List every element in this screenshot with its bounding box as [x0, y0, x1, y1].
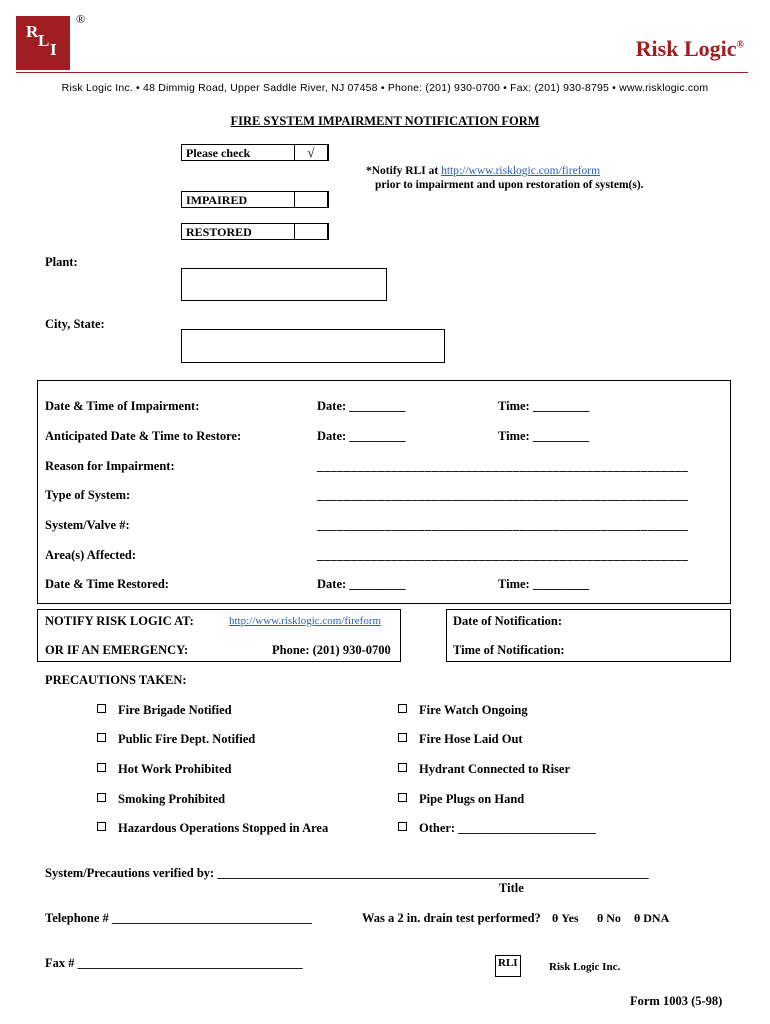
- logo-letter-r: R: [26, 22, 39, 41]
- precaution-hazardous-ops[interactable]: Hazardous Operations Stopped in Area: [97, 821, 328, 836]
- emergency-label: OR IF AN EMERGENCY:: [45, 643, 189, 657]
- form-number: Form 1003 (5-98): [630, 994, 723, 1008]
- impairment-label: Date & Time of Impairment:: [45, 399, 200, 413]
- checkbox-icon: [97, 793, 106, 802]
- impaired-row: [181, 191, 329, 208]
- title-label: Title: [499, 881, 524, 895]
- checkbox-icon: [398, 763, 407, 772]
- notify-label: NOTIFY RISK LOGIC AT:: [45, 614, 194, 628]
- notify-note: *Notify RLI at http://www.risklogic.com/fireform prior to impairment and upon restoration of system(s).: [366, 165, 644, 191]
- form-title: FIRE SYSTEM IMPAIRMENT NOTIFICATION FORM: [230, 114, 540, 128]
- restored-date-field[interactable]: Date: _________: [317, 577, 406, 591]
- rli-logo: [16, 16, 70, 70]
- reason-label: Reason for Impairment:: [45, 459, 175, 473]
- precaution-hydrant[interactable]: Hydrant Connected to Riser: [398, 762, 570, 777]
- precaution-hot-work[interactable]: Hot Work Prohibited: [97, 762, 231, 777]
- restore-time-field[interactable]: Time: _________: [498, 429, 590, 443]
- city-state-label: City, State:: [45, 317, 105, 331]
- precaution-fire-watch[interactable]: Fire Watch Ongoing: [398, 703, 528, 718]
- date-of-notification-label[interactable]: Date of Notification:: [453, 614, 562, 628]
- valve-label: System/Valve #:: [45, 518, 130, 532]
- reason-field[interactable]: _______________________________________________________: [317, 459, 689, 473]
- area-label: Area(s) Affected:: [45, 548, 137, 562]
- please-check-row: [181, 144, 329, 161]
- telephone-field[interactable]: Telephone # ________________________________: [45, 911, 312, 925]
- checkbox-icon: [398, 733, 407, 742]
- plant-label: Plant:: [45, 255, 78, 269]
- plant-field[interactable]: [181, 268, 387, 301]
- registered-mark: ®: [76, 12, 86, 26]
- fax-field[interactable]: Fax # ____________________________________: [45, 956, 303, 970]
- company-address: Risk Logic Inc. • 48 Dimmig Road, Upper Saddle River, NJ 07458 • Phone: (201) 930-0700 • Fax: (201) 930-8795 • www.risklogic.com: [61, 82, 709, 94]
- verified-by-field[interactable]: System/Precautions verified by: _____________________________________________________________________: [45, 866, 649, 880]
- emergency-phone: Phone: (201) 930-0700: [272, 643, 391, 657]
- restored-row: [181, 223, 329, 240]
- restored-datetime-label: Date & Time Restored:: [45, 577, 169, 591]
- system-type-field[interactable]: _______________________________________________________: [317, 488, 689, 502]
- impaired-label: IMPAIRED: [186, 193, 248, 207]
- impairment-date-field[interactable]: Date: _________: [317, 399, 406, 413]
- precaution-other[interactable]: Other: ______________________: [398, 821, 596, 836]
- precaution-fire-hose[interactable]: Fire Hose Laid Out: [398, 732, 523, 747]
- restore-date-field[interactable]: Date: _________: [317, 429, 406, 443]
- checkbox-icon: [97, 704, 106, 713]
- logo-letter-l: L: [38, 31, 50, 50]
- restored-time-field[interactable]: Time: _________: [498, 577, 590, 591]
- company-name: Risk Logic Inc.: [549, 961, 621, 973]
- restored-checkbox[interactable]: [294, 223, 328, 240]
- checkbox-icon: [97, 763, 106, 772]
- drain-test-question: Was a 2 in. drain test performed?: [362, 911, 541, 925]
- precaution-pipe-plugs[interactable]: Pipe Plugs on Hand: [398, 792, 524, 807]
- city-state-field[interactable]: [181, 329, 445, 363]
- impairment-time-field[interactable]: Time: _________: [498, 399, 590, 413]
- notify-box-link[interactable]: http://www.risklogic.com/fireform: [229, 615, 382, 627]
- please-check-label: Please check: [186, 146, 251, 160]
- valve-field[interactable]: _______________________________________________________: [317, 518, 689, 532]
- checkbox-icon: [398, 704, 407, 713]
- drain-no-option[interactable]: θ No: [597, 911, 621, 925]
- checkbox-icon: [97, 733, 106, 742]
- precaution-smoking[interactable]: Smoking Prohibited: [97, 792, 225, 807]
- drain-dna-option[interactable]: θ DNA: [634, 911, 670, 925]
- precaution-fire-brigade[interactable]: Fire Brigade Notified: [97, 703, 232, 718]
- small-rli-logo: RLI: [495, 955, 521, 977]
- precautions-title: PRECAUTIONS TAKEN:: [45, 673, 187, 687]
- checkbox-icon: [97, 822, 106, 831]
- check-mark-cell: √: [294, 144, 328, 161]
- time-of-notification-label[interactable]: Time of Notification:: [453, 643, 565, 657]
- logo-letter-i: I: [50, 40, 57, 59]
- impaired-checkbox[interactable]: [294, 191, 328, 208]
- header-divider: [16, 72, 748, 73]
- restored-label: RESTORED: [186, 225, 252, 239]
- drain-yes-option[interactable]: θ Yes: [552, 911, 579, 925]
- checkbox-icon: [398, 793, 407, 802]
- checkbox-icon: [398, 822, 407, 831]
- system-type-label: Type of System:: [45, 488, 131, 502]
- precaution-public-fire-dept[interactable]: Public Fire Dept. Notified: [97, 732, 255, 747]
- brand-name: Risk Logic®: [635, 36, 744, 61]
- area-field[interactable]: _______________________________________________________: [317, 548, 689, 562]
- notify-link[interactable]: http://www.risklogic.com/fireform: [441, 165, 601, 177]
- restore-label: Anticipated Date & Time to Restore:: [45, 429, 242, 443]
